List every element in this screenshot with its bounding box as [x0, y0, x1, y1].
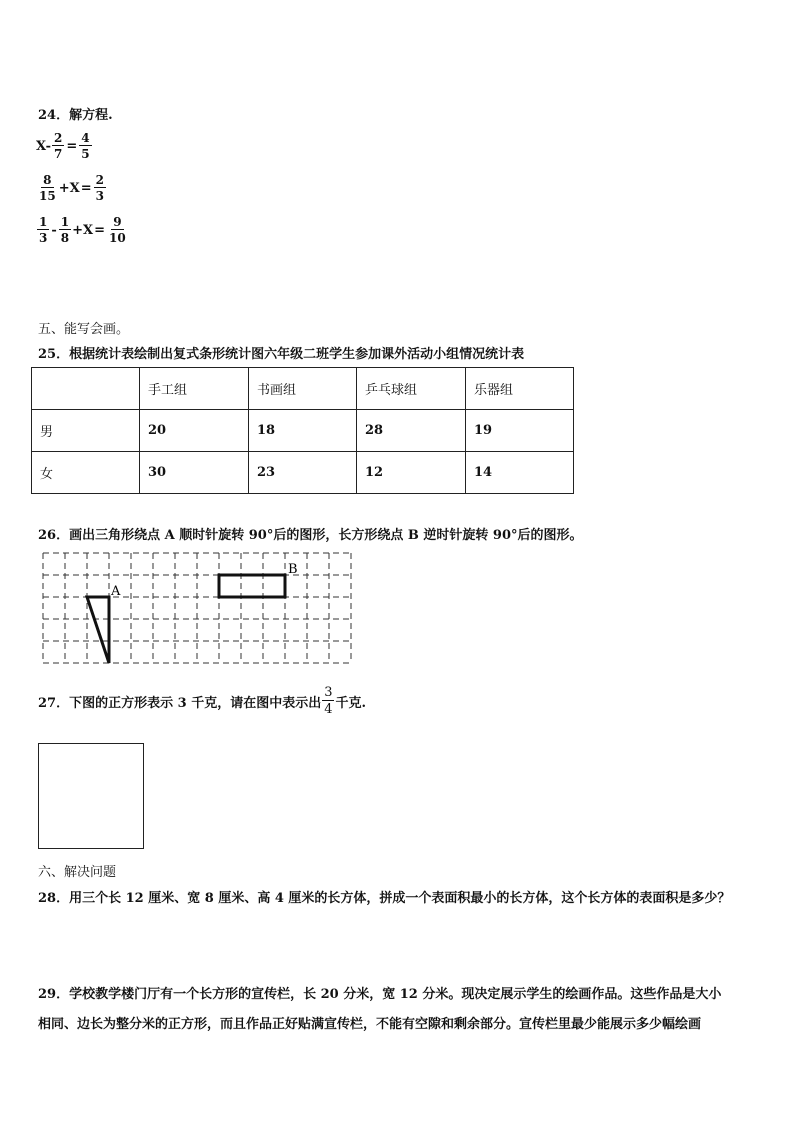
table-cell: 20 — [140, 410, 249, 452]
eq3-minus: - — [51, 222, 57, 238]
point-b-label: B — [288, 562, 298, 577]
equation-3 — [36, 216, 129, 244]
q26-title: 26．画出三角形绕点 A 顺时针旋转 90°后的图形，长方形绕点 B 逆时针旋转 90°后的图形。 — [38, 528, 583, 543]
square-figure — [38, 743, 144, 849]
eq1-fraction-1: $\frac{2}{7}$ — [54, 131, 63, 161]
table-cell: 12 — [357, 452, 466, 494]
statistics-table — [31, 367, 574, 494]
table-row — [32, 452, 574, 494]
q27-fraction: $\frac{3}{4}$ — [324, 685, 333, 717]
eq2-equals: = — [80, 180, 92, 196]
q29-line-2: 相同、边长为整分米的正方形，而且作品正好贴满宣传栏，不能有空隙和剩余部分。宣传栏里最少能展示多少幅绘画 — [38, 1017, 702, 1032]
table-cell: 30 — [140, 452, 249, 494]
table-cell: 23 — [249, 452, 357, 494]
table-header-cell — [32, 368, 140, 410]
q25-title: 25．根据统计表绘制出复式条形统计图六年级二班学生参加课外活动小组情况统计表 — [38, 347, 525, 362]
eq1-equals: = — [66, 138, 78, 154]
table-cell: 28 — [357, 410, 466, 452]
eq1-lhs: X- — [36, 138, 52, 154]
eq3-equals: = — [94, 222, 106, 238]
table-header-cell: 书画组 — [249, 368, 357, 410]
rotation-grid-figure — [40, 550, 356, 668]
table-row-label: 男 — [32, 410, 140, 452]
section-5-heading: 五、能写会画。 — [38, 322, 130, 337]
q28-text: 28．用三个长 12 厘米、宽 8 厘米、高 4 厘米的长方体，拼成一个表面积最小的长方体，这个长方体的表面积是多少？ — [38, 891, 731, 906]
eq3-fraction-3: $\frac{9}{10}$ — [109, 215, 126, 245]
eq2-fraction-1: $\frac{8}{15}$ — [39, 173, 56, 203]
table-row-label: 女 — [32, 452, 140, 494]
section-6-heading: 六、解决问题 — [38, 865, 117, 880]
q24-title: 24．解方程. — [38, 108, 113, 123]
table-cell: 18 — [249, 410, 357, 452]
rectangle-shape — [219, 575, 285, 597]
triangle-shape — [87, 597, 109, 663]
equation-2 — [36, 174, 107, 202]
equation-1 — [36, 132, 93, 160]
q27-text-after: 千克. — [335, 695, 367, 711]
table-header-cell: 乐器组 — [466, 368, 574, 410]
eq3-fraction-1: $\frac{1}{3}$ — [39, 215, 48, 245]
table-cell: 14 — [466, 452, 574, 494]
eq2-plus-x: +X — [58, 180, 80, 196]
table-header-cell: 手工组 — [140, 368, 249, 410]
q29-line-1: 29．学校教学楼门厅有一个长方形的宣传栏，长 20 分米，宽 12 分米。现决定展示学生的绘画作品。这些作品是大小 — [38, 987, 722, 1002]
eq3-plus-x: +X — [72, 222, 94, 238]
table-header-cell: 乒乓球组 — [357, 368, 466, 410]
point-a-label: A — [111, 584, 121, 599]
table-cell: 19 — [466, 410, 574, 452]
q27-title — [38, 686, 366, 716]
q27-text-before: 27．下图的正方形表示 3 千克，请在图中表示出 — [38, 695, 322, 711]
eq3-fraction-2: $\frac{1}{8}$ — [60, 215, 70, 245]
table-header-row — [32, 368, 574, 410]
eq1-fraction-2: $\frac{4}{5}$ — [81, 131, 90, 161]
eq2-fraction-2: $\frac{2}{3}$ — [95, 173, 104, 203]
table-row — [32, 410, 574, 452]
